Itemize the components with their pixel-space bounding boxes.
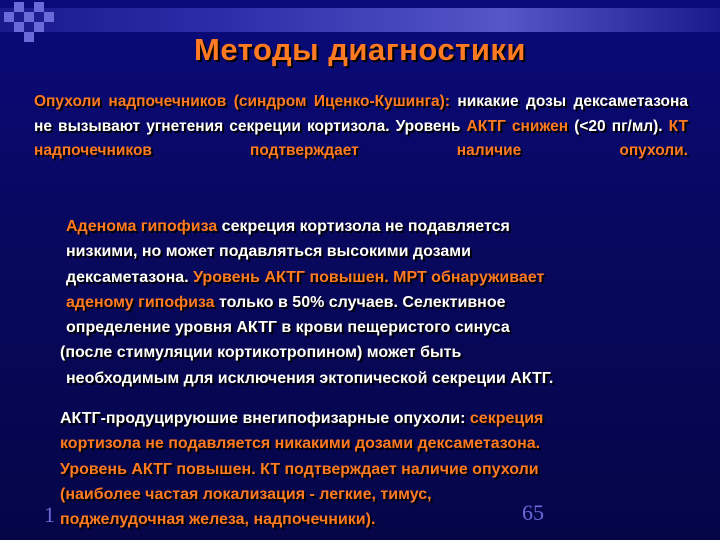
pituitary-line-4b: только в 50% случаев. Селективное: [214, 293, 506, 311]
adrenal-ct: КТ надпочечников подтверждает наличие опухоли.: [34, 117, 688, 159]
page-number-left: 1: [44, 502, 55, 527]
pituitary-line-1: секреция кортизола не подавляется: [217, 218, 510, 235]
page-number: 65: [522, 500, 544, 525]
slide-title: Методы диагностики: [194, 32, 526, 67]
pituitary-line-3a: дексаметазона.: [66, 268, 194, 286]
paragraph-adrenal-tumors: [34, 90, 688, 164]
adrenal-heading: Опухоли надпочечников (синдром Иценко-Кушинга):: [34, 93, 450, 110]
ectopic-line-3: Уровень АКТГ повышен. КТ подтверждает наличие опухоли: [60, 460, 539, 478]
paragraph-ectopic-tumors: [60, 406, 690, 532]
pituitary-heading: Аденома гипофиза: [66, 218, 218, 235]
pituitary-line-4a: аденому гипофиза: [66, 293, 215, 311]
pituitary-line-7: необходимым для исключения эктопической секреции АКТГ.: [66, 369, 554, 387]
pituitary-line-5: определение уровня АКТГ в крови пещеристого синуса: [66, 319, 510, 337]
ectopic-line-1: секреция: [469, 410, 544, 427]
adrenal-text-1: никакие дозы дексаметазона не вызывают угнетения секреции кортизола. Уровень: [34, 93, 688, 135]
adrenal-acth-low: АКТГ снижен: [466, 117, 569, 135]
paragraph-pituitary-adenoma: [60, 214, 700, 391]
header-band: [0, 8, 720, 32]
ectopic-line-5: поджелудочная железа, надпочечники).: [60, 511, 376, 529]
pituitary-line-6: (после стимуляции кортикотропином) может быть: [60, 344, 462, 362]
pituitary-line-2: низкими, но может подавляться высокими дозами: [66, 243, 471, 261]
ectopic-line-4: (наиболее частая локализация - легкие, тимус,: [60, 485, 432, 503]
ectopic-line-2: кортизола не подавляется никакими дозами дексаметазона.: [60, 435, 541, 453]
ectopic-heading: АКТГ-продуцируюшие внегипофизарные опухоли:: [60, 410, 470, 427]
pituitary-line-3b: Уровень АКТГ повышен. МРТ обнаруживает: [193, 268, 545, 286]
adrenal-text-2: (<20 пг/мл).: [568, 117, 669, 135]
